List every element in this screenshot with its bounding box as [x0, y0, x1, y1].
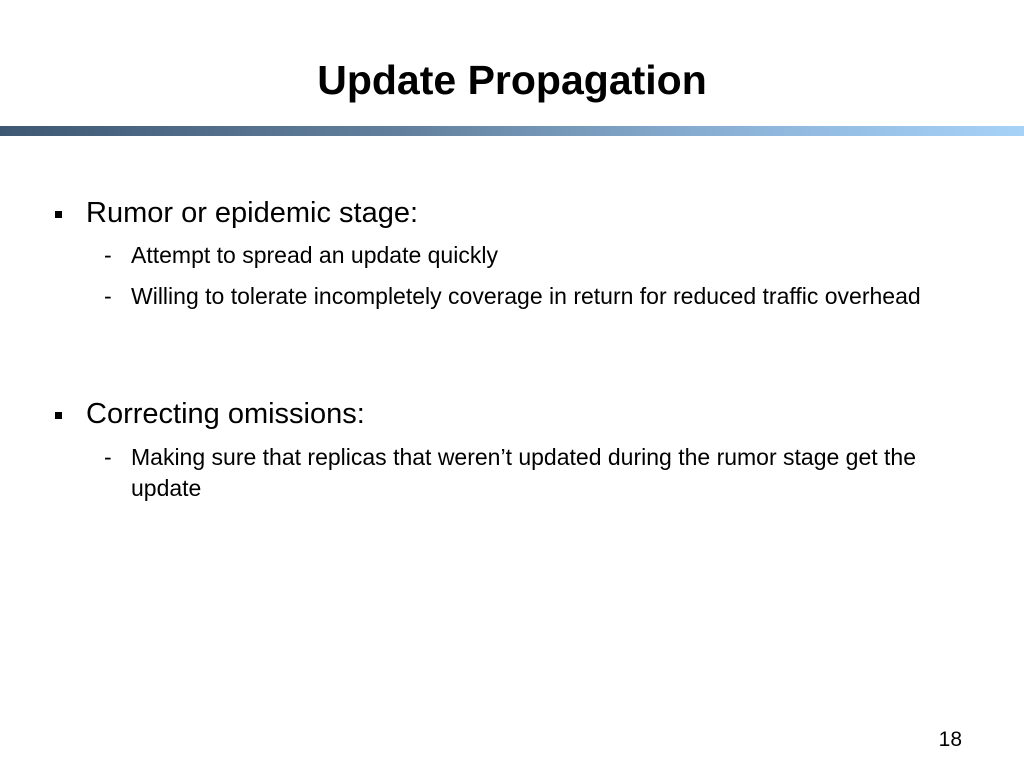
sub-bullet-text: Attempt to spread an update quickly	[131, 242, 498, 268]
dash-bullet-icon: -	[104, 283, 112, 309]
title-divider	[0, 126, 1024, 136]
dash-bullet-icon: -	[104, 444, 112, 470]
dash-bullet-icon: -	[104, 242, 112, 268]
square-bullet-icon	[55, 412, 62, 419]
bullet-text: Correcting omissions:	[86, 398, 365, 430]
square-bullet-icon	[55, 211, 62, 218]
page-number: 18	[938, 728, 962, 751]
sub-bullet-text: Making sure that replicas that weren’t updated during the rumor stage get the update	[131, 444, 917, 501]
bullet-text: Rumor or epidemic stage:	[86, 197, 419, 229]
slide-title: Update Propagation	[317, 57, 707, 103]
sub-bullet-text: Willing to tolerate incompletely coverage in return for reduced traffic overhead	[131, 283, 921, 309]
